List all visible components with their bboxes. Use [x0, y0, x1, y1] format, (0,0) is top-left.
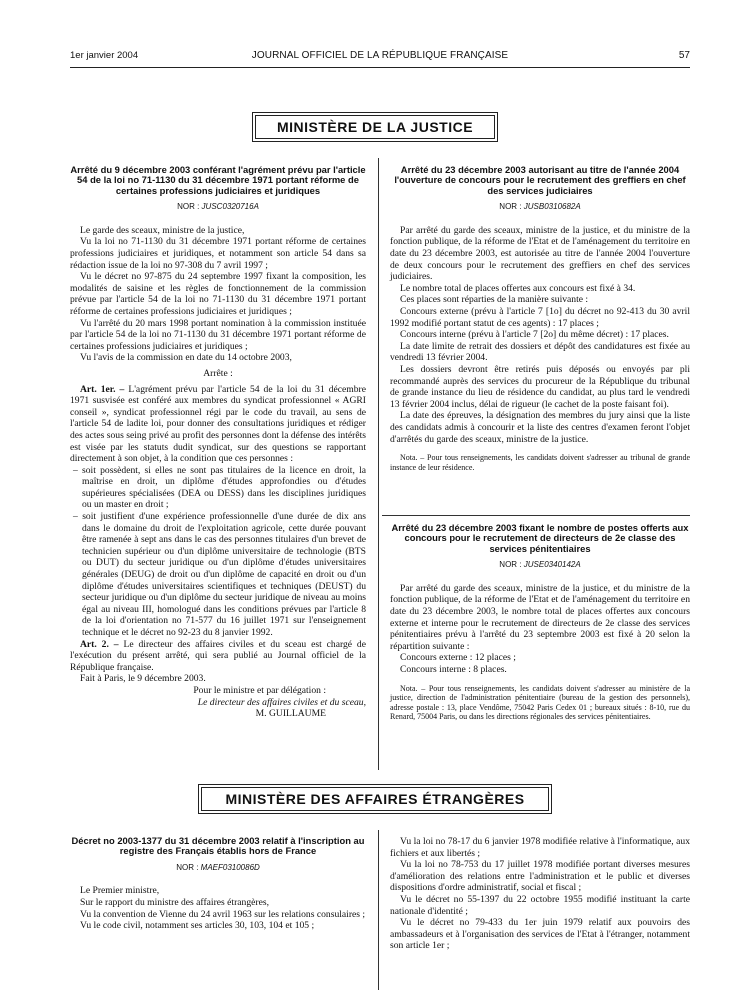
decree-left	[70, 836, 366, 932]
article-title: Arrêté du 9 décembre 2003 conférant l'agrément prévu par l'article 54 de la loi no 71-1130 du 31 décembre 1971 portant réforme de certaines professions judiciaires et juridiques	[70, 164, 366, 196]
paragraph: Sur le rapport du ministre des affaires étrangères,	[80, 897, 269, 908]
left-article	[70, 165, 366, 720]
done-at: Fait à Paris, le 9 décembre 2003.	[80, 673, 206, 685]
header-date: 1er janvier 2004	[70, 50, 139, 61]
nor-label: NOR :	[499, 202, 522, 212]
nor-label: NOR :	[499, 560, 522, 570]
journal-title: JOURNAL OFFICIEL DE LA RÉPUBLIQUE FRANÇAISE	[251, 50, 509, 61]
running-header	[70, 50, 690, 64]
article-title: Arrêté du 23 décembre 2003 autorisant au titre de l'année 2004 l'ouverture de concours pour le recrutement des greffiers en chef des services judiciaires	[394, 164, 686, 196]
nota-note: Nota. – Pour tous renseignements, les candidats doivent s'adresser au tribunal de grande instance de leur résidence.	[390, 453, 690, 472]
paragraph: Vu l'arrêté du 20 mars 1998 portant nomination à la commission instituée par l'article 54 de la loi no 71-1130 du 31 décembre 1971 portant réforme de certaines professions judiciaires et juridiques ;	[70, 317, 366, 352]
paragraph: Vu la loi no 78-17 du 6 janvier 1978 modifiée relative à l'informatique, aux fichiers et aux libertés ;	[390, 836, 690, 859]
paragraph: La date limite de retrait des dossiers et dépôt des candidatures est fixée au vendredi 13 février 2004.	[390, 340, 690, 364]
nor-code: MAEF0310086D	[200, 862, 260, 872]
paragraph: Ces places sont réparties de la manière suivante :	[400, 294, 589, 306]
paragraph: Vu l'avis de la commission en date du 14 octobre 2003,	[80, 352, 292, 364]
nor-reference	[70, 201, 366, 213]
nota-note: Nota. – Pour tous renseignements, les candidats doivent s'adresser au ministère de la justice, direction de l'administration pénitentiaire (bureau de la gestion des personnels), adresse postale : 13, place Vendôme, 75042 Paris Cedex 01 ; bureaux situés : 8-10, rue du Renard, 75004 Paris, ou dans les directions régionales des services pénitentiaires.	[390, 683, 690, 722]
paragraph: Le garde des sceaux, ministre de la justice,	[80, 224, 245, 236]
paragraph: Concours interne (prévu à l'article 7 [2o] du même décret) : 17 places.	[400, 329, 669, 341]
nor-reference	[390, 201, 690, 213]
ministry-foreign-heading: MINISTÈRE DES AFFAIRES ÉTRANGÈRES	[201, 787, 549, 811]
signature-line-2: Le directeur des affaires civiles et du sceau,	[197, 696, 366, 708]
paragraph: Concours interne : 8 places.	[400, 663, 507, 675]
paragraph: Vu le décret no 97-875 du 24 septembre 1997 fixant la composition, les modalités de saisine et les règles de fonctionnement de la commission prévue par l'article 54 de la loi no 71-1130 du 31 décembre 1971 portant réforme de certaines professions judiciaires et juridiques ;	[70, 271, 366, 317]
paragraph: Concours externe (prévu à l'article 7 [1o] du décret no 92-413 du 30 avril 1992 modifié portant statut de ces agents) : 17 places ;	[390, 305, 690, 329]
paragraph: Le Premier ministre,	[80, 885, 160, 897]
nor-code: JUSB0310682A	[523, 202, 581, 212]
paragraph: Vu la convention de Vienne du 24 avril 1963 sur les relations consulaires ;	[80, 908, 366, 920]
paragraph: Vu la loi no 71-1130 du 31 décembre 1971 portant réforme de certaines professions judiciaires et juridiques, et notamment son article 54 dans sa rédaction issue de la loi no 97-308 du 7 avril 1997 ;	[70, 236, 366, 271]
signature-line-1: Pour le ministre et par délégation :	[193, 684, 326, 696]
paragraph: Le nombre total de places offertes aux concours est fixé à 34.	[400, 282, 636, 294]
right-article-2	[390, 523, 690, 722]
right-article-1	[390, 165, 690, 472]
paragraph: La date des épreuves, la désignation des membres du jury ainsi que la liste des candidats admis à concourir et la liste des centres d'examen feront l'objet d'arrêtés du garde des sceaux, ministre de la justice.	[390, 410, 690, 445]
ministry-justice-heading: MINISTÈRE DE LA JUSTICE	[255, 115, 495, 139]
bullet-item: – soit justifient d'une expérience professionnelle d'une durée de dix ans dans le domaine du droit de l'exploitation agricole, cette durée pouvant être ramenée à sept ans dans le cas des personnes titulaires d'un brevet de technicien supérieur ou d'un diplôme universitaire de technologie (BTS ou DUT) du secteur juridique ou d'un diplôme d'études universitaires générales (DEUG) de droit ou d'un diplôme de capacité en droit ou d'un diplôme d'études universitaires scientifiques et techniques (DEUST) du secteur juridique ou d'un diplôme du secteur juridique de niveau au moins égal au niveau III, homologué dans les conditions prévues par l'article 8 de la loi d'orientation no 71-577 du 16 juillet 1971 sur l'enseignement technique et le décret no 92-23 du 8 janvier 1992.	[73, 511, 366, 638]
article-title: Arrêté du 23 décembre 2003 fixant le nombre de postes offerts aux concours pour le recrutement de directeurs de 2e classe des services pénitentiaires	[391, 522, 689, 554]
decree-title: Décret no 2003-1377 du 31 décembre 2003 relatif à l'inscription au registre des Français établis hors de France	[71, 835, 365, 857]
nor-label: NOR :	[177, 202, 200, 212]
article-separator	[382, 515, 690, 516]
page-number: 57	[678, 50, 690, 61]
paragraph: Concours externe : 12 places ;	[400, 652, 516, 664]
arrete-heading: Arrête :	[203, 367, 233, 379]
bullet-item: – soit possèdent, si elles ne sont pas titulaires de la licence en droit, la maîtrise en droit, un diplôme d'études approfondies ou d'études supérieures spécialisées (DEA ou DESS) dans les disciplines juridiques ou un master en droit ;	[73, 464, 366, 511]
header-rule	[70, 67, 690, 68]
signature-name: M. GUILLAUME	[255, 708, 326, 720]
paragraph: Par arrêté du garde des sceaux, ministre de la justice, et du ministre de la fonction publique, de la réforme de l'Etat et de l'aménagement du territoire en date du 23 décembre 2003, le nombre total de places offertes aux concours externe et interne pour le recrutement de directeurs de 2e classe des services pénitentiaires prévu à l'arrêté du 23 septembre 2003 est fixé à 20 selon la répartition suivante :	[390, 582, 690, 652]
decree-right	[390, 836, 690, 952]
article-1-label: Art. 1er. –	[80, 383, 125, 395]
nor-code: JUSC0320716A	[201, 202, 259, 212]
column-divider	[378, 158, 379, 770]
article-1	[70, 384, 366, 465]
article-2-text: Le directeur des affaires civiles et du sceau est chargé de l'exécution du présent arrêté, qui sera publié au Journal officiel de la République française.	[70, 638, 366, 673]
column-divider	[378, 830, 379, 990]
ministry-justice-box	[252, 112, 498, 142]
article-2-label: Art. 2. –	[80, 638, 119, 650]
paragraph: Vu le décret no 55-1397 du 22 octobre 1955 modifié instituant la carte nationale d'identité ;	[390, 893, 690, 917]
article-1-text: L'agrément prévu par l'article 54 de la loi du 31 décembre 1971 susvisée est conféré aux membres du syndicat professionnel « AGRI conseil », syndicat professionnel régi par le code du travail, au sens de l'article 54 de ladite loi, pour donner des consultations juridiques et rédiger des actes sous seing privé au profit des personnes dont la défense des intérêts est visée par les statuts dudit syndicat, sur des questions se rapportant directement à son objet, à la condition que ces personnes :	[70, 383, 366, 465]
article-2	[70, 639, 366, 674]
paragraph: Vu le décret no 79-433 du 1er juin 1979 relatif aux pouvoirs des ambassadeurs et à l'organisation des services de l'Etat à l'étranger, notamment son article 1er ;	[390, 917, 690, 952]
ministry-foreign-box	[198, 784, 552, 814]
nor-label: NOR :	[176, 862, 199, 872]
paragraph: Les dossiers devront être retirés puis déposés ou envoyés par pli recommandé auprès des services du procureur de la République du tribunal de grande instance du lieu de résidence du candidat, au plus tard le vendredi 13 février 2004 inclus, délai de rigueur (le cachet de la poste faisant foi).	[390, 363, 690, 410]
nor-reference	[390, 559, 690, 571]
paragraph: Vu le code civil, notamment ses articles 30, 103, 104 et 105 ;	[80, 920, 315, 932]
paragraph: Par arrêté du garde des sceaux, ministre de la justice, et du ministre de la fonction publique, de la réforme de l'Etat et de l'aménagement du territoire en date du 23 décembre 2003, est autorisée au titre de l'année 2004 l'ouverture de deux concours pour le recrutement des greffiers en chef des services judiciaires.	[390, 224, 690, 283]
nor-reference	[70, 862, 366, 874]
nor-code: JUSE0340142A	[523, 560, 581, 570]
paragraph: Vu la loi no 78-753 du 17 juillet 1978 modifiée portant diverses mesures d'amélioration des relations entre l'administration et le public et diverses dispositions d'ordre administratif, social et fiscal ;	[390, 859, 690, 894]
